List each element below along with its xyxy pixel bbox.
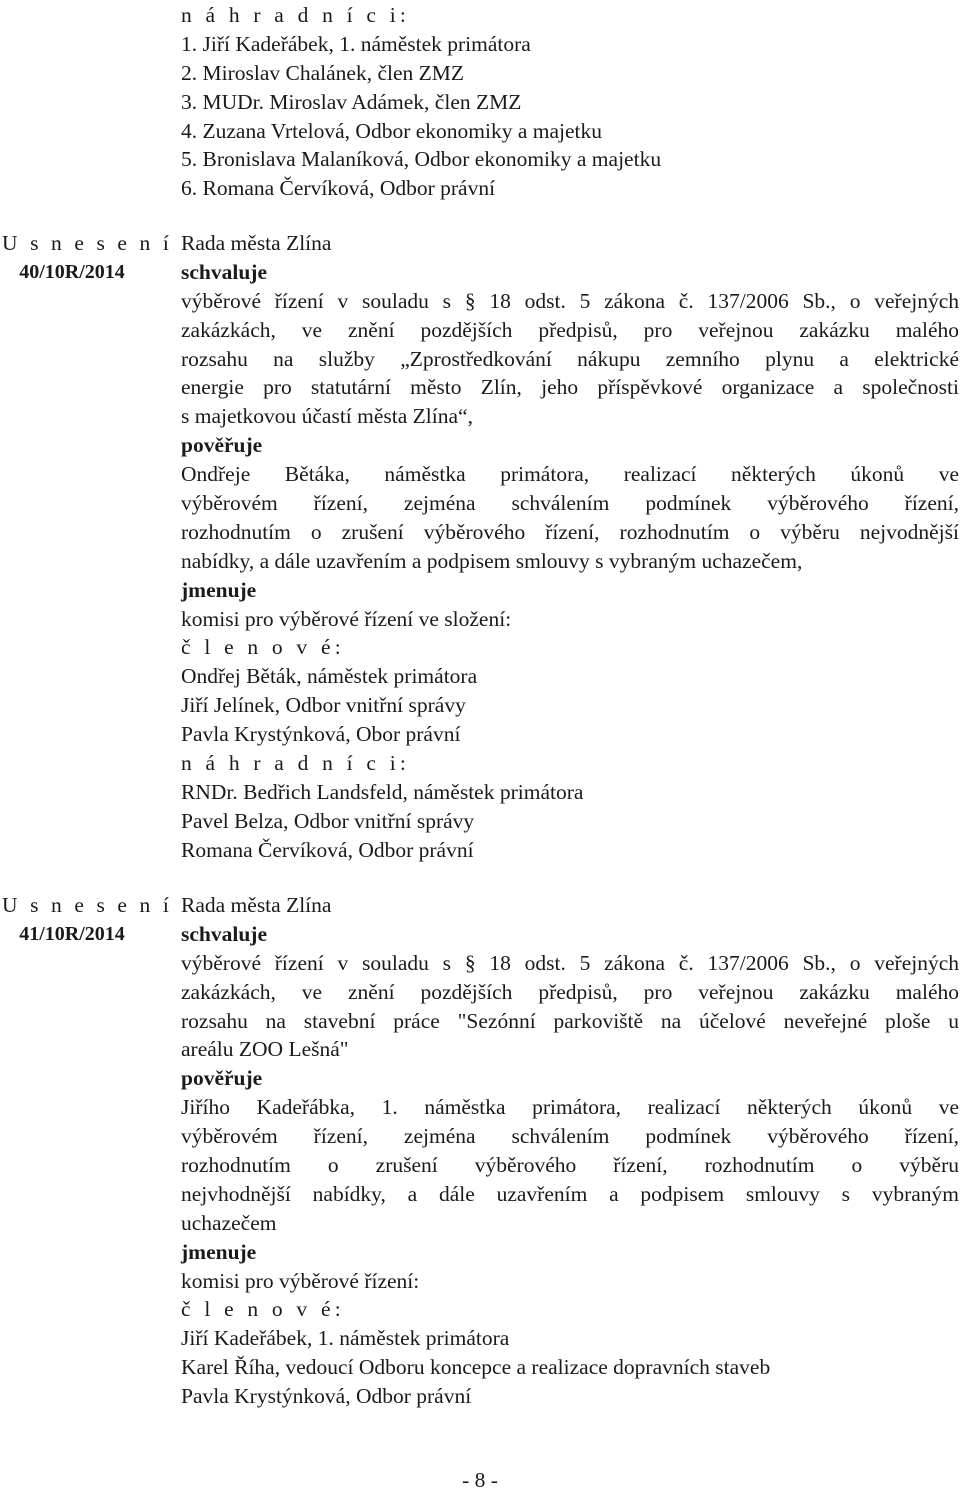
list-item: Jiří Kadeřábek, 1. náměstek primátora <box>181 1326 510 1351</box>
substitutes-block-top <box>181 1 959 203</box>
list-item: Pavel Belza, Odbor vnitřní správy <box>181 808 475 833</box>
list-item: Pavla Krystýnková, Obor právní <box>181 722 461 747</box>
list-item: 5. Bronislava Malaníková, Odbor ekonomiky a majetku <box>181 147 662 172</box>
list-item: Karel Říha, vedoucí Odboru koncepce a realizace dopravních staveb <box>181 1355 771 1380</box>
paragraph-line: nejvhodnější nabídky, a dále uzavřením a podpisem smlouvy s vybraným <box>181 1181 959 1206</box>
list-item: RNDr. Bedřich Landsfeld, náměstek primátora <box>181 779 584 804</box>
resolution-40-label <box>2 229 173 287</box>
list-item: Pavla Krystýnková, Odbor právní <box>181 1384 472 1409</box>
resolution-41-body <box>181 891 959 1411</box>
page-number: - 8 - <box>462 1468 498 1492</box>
paragraph-line: výběrovém řízení, zejména schválením podmínek výběrového řízení, <box>181 491 959 516</box>
commission-heading: komisi pro výběrové řízení: <box>181 1268 420 1293</box>
paragraph-line: výběrovém řízení, zejména schválením podmínek výběrového řízení, <box>181 1124 959 1149</box>
paragraph-line: rozhodnutím o zrušení výběrového řízení, rozhodnutím o výběru nejvodnější <box>181 519 959 544</box>
verb-approves: schvaluje <box>181 921 267 946</box>
resolution-41-label <box>2 891 173 949</box>
list-item: 1. Jiří Kadeřábek, 1. náměstek primátora <box>181 31 531 56</box>
paragraph-line: zakázkách, ve znění pozdějších předpisů, pro veřejnou zakázku malého <box>181 317 959 342</box>
list-item: Jiří Jelínek, Odbor vnitřní správy <box>181 693 466 718</box>
paragraph-line: rozhodnutím o zrušení výběrového řízení, rozhodnutím o výběru <box>181 1153 959 1178</box>
members-heading: č l e n o v é: <box>181 1297 345 1322</box>
paragraph-line: Jiřího Kadeřábka, 1. náměstka primátora, realizací některých úkonů ve <box>181 1095 959 1120</box>
verb-authorizes: pověřuje <box>181 1066 263 1091</box>
paragraph-line: výběrové řízení v souladu s § 18 odst. 5 zákona č. 137/2006 Sb., o veřejných <box>181 950 959 975</box>
paragraph-line: nabídky, a dále uzavřením a podpisem smlouvy s vybraným uchazečem, <box>181 548 803 573</box>
paragraph-line: Ondřeje Bětáka, náměstka primátora, realizací některých úkonů ve <box>181 462 959 487</box>
verb-authorizes: pověřuje <box>181 433 263 458</box>
paragraph-line: výběrové řízení v souladu s § 18 odst. 5 zákona č. 137/2006 Sb., o veřejných <box>181 288 959 313</box>
paragraph-line: rozsahu na služby „Zprostředkování nákupu zemního plynu a elektrické <box>181 346 959 371</box>
council-name: Rada města Zlína <box>181 893 332 917</box>
resolution-40-body <box>181 229 959 865</box>
paragraph-line: uchazečem <box>181 1210 277 1235</box>
paragraph-line: s majetkovou účastí města Zlína“, <box>181 404 473 429</box>
list-item: 4. Zuzana Vrtelová, Odbor ekonomiky a majetku <box>181 118 603 143</box>
substitutes-heading: n á h r a d n í c i: <box>181 3 411 27</box>
list-item: 3. MUDr. Miroslav Adámek, člen ZMZ <box>181 89 522 114</box>
list-item: Ondřej Běták, náměstek primátora <box>181 664 478 689</box>
paragraph-line: areálu ZOO Lešná" <box>181 1037 349 1062</box>
resolution-label-word: U s n e s e n í <box>2 893 173 917</box>
verb-appoints: jmenuje <box>181 1239 257 1264</box>
substitutes-heading: n á h r a d n í c i: <box>181 751 411 776</box>
resolution-number: 40/10R/2014 <box>19 260 125 283</box>
members-heading: č l e n o v é: <box>181 635 345 660</box>
paragraph-line: zakázkách, ve znění pozdějších předpisů, pro veřejnou zakázku malého <box>181 979 959 1004</box>
council-name: Rada města Zlína <box>181 231 332 255</box>
list-item: Romana Červíková, Odbor právní <box>181 837 474 862</box>
verb-appoints: jmenuje <box>181 577 257 602</box>
list-item: 6. Romana Červíková, Odbor právní <box>181 176 496 201</box>
resolution-label-word: U s n e s e n í <box>2 231 173 255</box>
resolution-number: 41/10R/2014 <box>19 922 125 945</box>
list-item: 2. Miroslav Chalánek, člen ZMZ <box>181 60 465 85</box>
verb-approves: schvaluje <box>181 259 267 284</box>
commission-heading: komisi pro výběrové řízení ve složení: <box>181 606 512 631</box>
paragraph-line: energie pro statutární město Zlín, jeho příspěvkové organizace a společnosti <box>181 375 959 400</box>
paragraph-line: rozsahu na stavební práce "Sezónní parkoviště na účelové neveřejné ploše u <box>181 1008 959 1033</box>
